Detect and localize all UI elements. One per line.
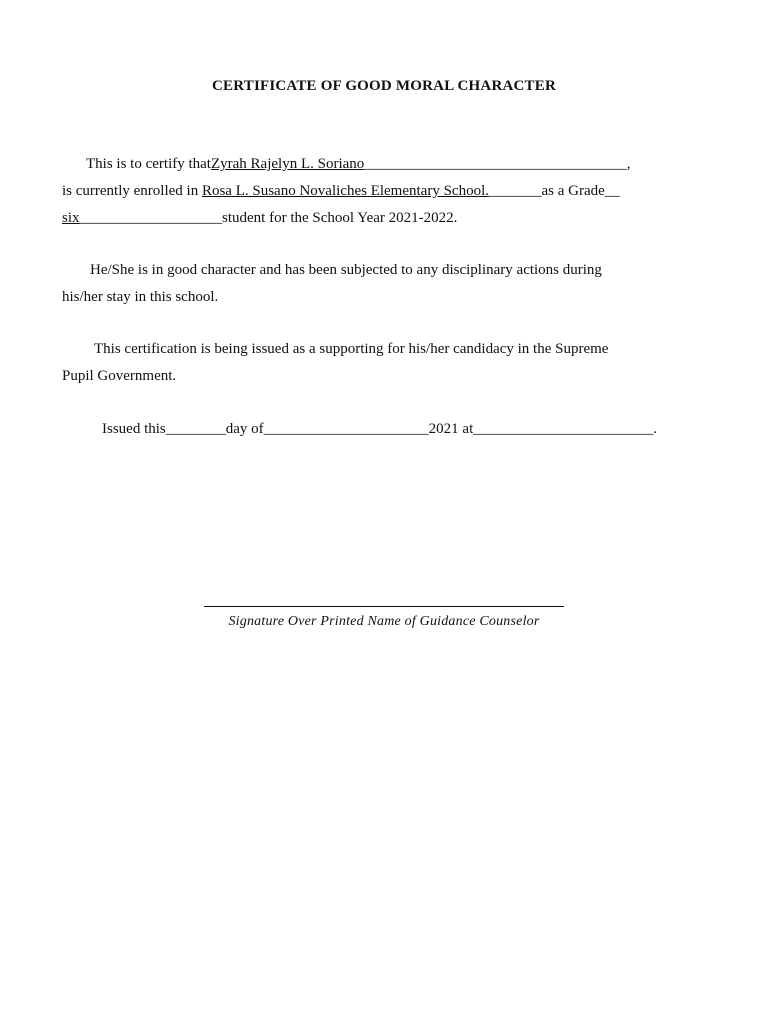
paragraph3-line1: This certification is being issued as a supporting for his/her candidacy in the Supreme bbox=[94, 341, 609, 357]
paragraph3-line2: Pupil Government. bbox=[62, 368, 177, 384]
paragraph1-line1 bbox=[86, 154, 631, 174]
month-blank: ______________________ bbox=[263, 421, 429, 437]
school-year-text: student for the School Year 2021-2022. bbox=[222, 210, 458, 226]
line1-suffix: , bbox=[626, 156, 631, 172]
issued-line bbox=[102, 419, 657, 439]
certify-prefix: This is to certify that bbox=[86, 156, 211, 172]
grade-blank: ___________________ bbox=[79, 210, 223, 226]
paragraph1-line2 bbox=[62, 181, 620, 201]
day-blank: ________ bbox=[165, 421, 226, 437]
school-name: Rosa L. Susano Novaliches Elementary School. bbox=[201, 183, 489, 199]
enrolled-prefix: is currently enrolled in bbox=[62, 183, 199, 199]
grade-value: six bbox=[62, 210, 80, 226]
place-blank: ________________________ bbox=[473, 421, 654, 437]
day-of-text: day of bbox=[225, 421, 264, 437]
issued-prefix: Issued this bbox=[102, 421, 166, 437]
signature-caption: Signature Over Printed Name of Guidance Counselor bbox=[228, 614, 540, 629]
student-name: Zyrah Rajelyn L. Soriano bbox=[210, 156, 365, 172]
grade-prefix: as a Grade__ bbox=[541, 183, 620, 199]
paragraph2-line2: his/her stay in this school. bbox=[62, 289, 219, 305]
signature-line bbox=[204, 606, 564, 607]
certificate-title: CERTIFICATE OF GOOD MORAL CHARACTER bbox=[212, 78, 556, 94]
year-at-text: 2021 at bbox=[428, 421, 474, 437]
school-blank: _______ bbox=[489, 183, 542, 199]
name-blank: ___________________________________ bbox=[364, 156, 627, 172]
paragraph2-line1: He/She is in good character and has been subjected to any disciplinary actions during bbox=[90, 262, 602, 278]
issued-suffix: . bbox=[653, 421, 657, 437]
paragraph1-line3 bbox=[62, 208, 457, 228]
